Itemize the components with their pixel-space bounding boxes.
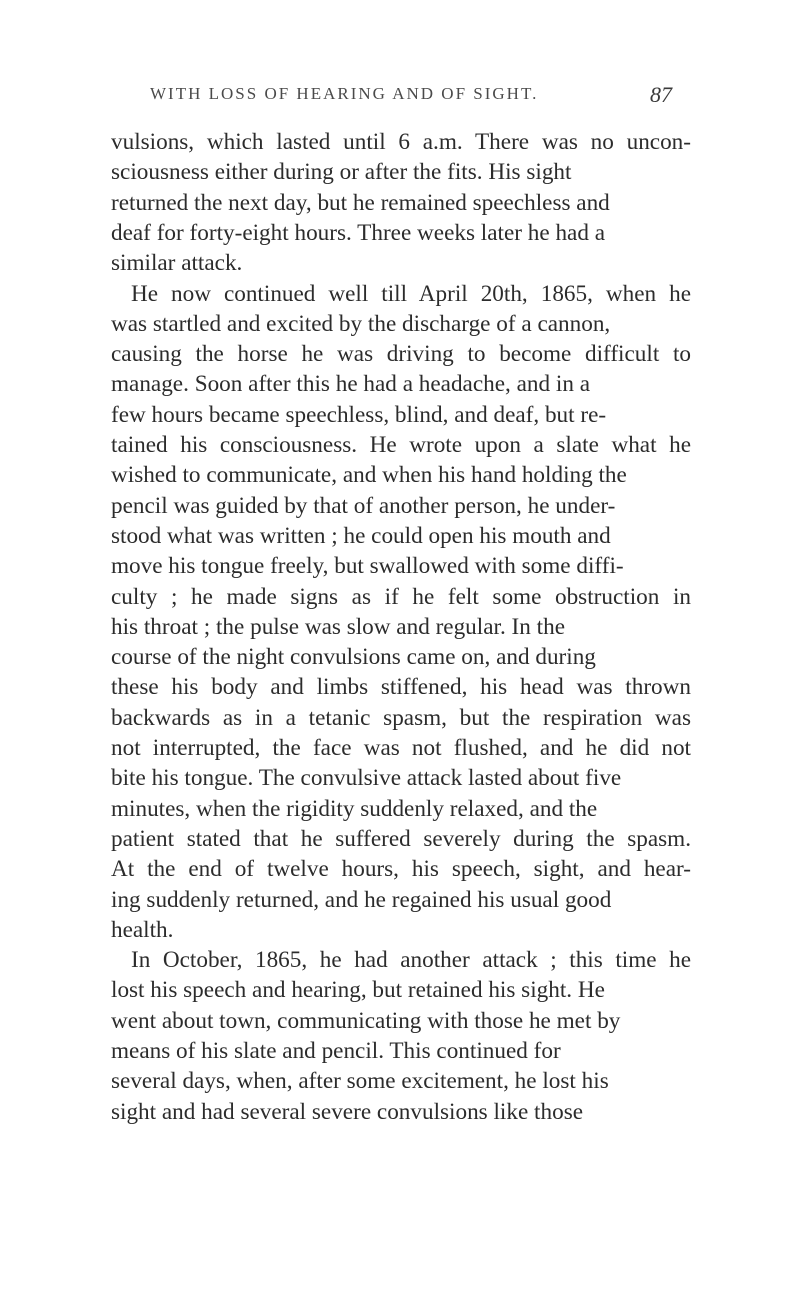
- text-line: causing the horse he was driving to become difficult to: [111, 341, 691, 368]
- text-line: bite his tongue. The convulsive attack lasted about five: [111, 765, 622, 792]
- text-line: several days, when, after some excitement, he lost his: [111, 1068, 609, 1095]
- text-line: manage. Soon after this he had a headache, and in a: [111, 371, 591, 398]
- text-line: went about town, communicating with those he met by: [111, 1007, 621, 1034]
- text-line: returned the next day, but he remained speechless and: [111, 189, 610, 216]
- paragraph-start-line: In October, 1865, he had another attack ; this time he: [131, 947, 691, 974]
- text-line: sight and had several severe convulsions like those: [111, 1098, 584, 1125]
- text-line: At the end of twelve hours, his speech, sight, and hear-: [111, 856, 691, 883]
- text-line: health.: [111, 916, 174, 943]
- text-line: minutes, when the rigidity suddenly relaxed, and the: [111, 795, 598, 822]
- text-line: patient stated that he suffered severely during the spasm.: [111, 825, 691, 852]
- text-line: pencil was guided by that of another person, he under-: [111, 492, 616, 519]
- text-line: move his tongue freely, but swallowed with some diffi-: [111, 553, 624, 580]
- text-line: tained his consciousness. He wrote upon a slate what he: [111, 432, 691, 458]
- paragraph-start-line: He now continued well till April 20th, 1865, when he: [131, 280, 691, 307]
- running-title: WITH LOSS OF HEARING AND OF SIGHT.: [150, 84, 539, 103]
- text-line: his throat ; the pulse was slow and regular. In the: [111, 613, 565, 640]
- page-number: 87: [650, 82, 672, 107]
- text-line: deaf for forty-eight hours. Three weeks later he had a: [111, 219, 606, 246]
- text-line: vulsions, which lasted until 6 a.m. There was no uncon-: [111, 129, 691, 155]
- text-line: course of the night convulsions came on, and during: [111, 644, 596, 671]
- text-line: culty ; he made signs as if he felt some obstruction in: [111, 583, 691, 610]
- text-line: these his body and limbs stiffened, his head was thrown: [111, 674, 691, 701]
- text-line: wished to communicate, and when his hand holding the: [111, 462, 627, 489]
- text-line: backwards as in a tetanic spasm, but the respiration was: [111, 704, 691, 731]
- text-line: sciousness either during or after the fits. His sight: [111, 159, 572, 186]
- text-line: means of his slate and pencil. This continued for: [111, 1038, 561, 1064]
- text-line: lost his speech and hearing, but retained his sight. He: [111, 977, 605, 1004]
- text-line: ing suddenly returned, and he regained his usual good: [111, 886, 612, 913]
- text-line: not interrupted, the face was not flushed, and he did not: [111, 735, 691, 761]
- text-line: stood what was written ; he could open his mouth and: [111, 522, 611, 549]
- text-line: similar attack.: [111, 250, 243, 277]
- text-line: was startled and excited by the discharge of a cannon,: [111, 310, 611, 337]
- text-line: few hours became speechless, blind, and deaf, but re-: [111, 401, 607, 428]
